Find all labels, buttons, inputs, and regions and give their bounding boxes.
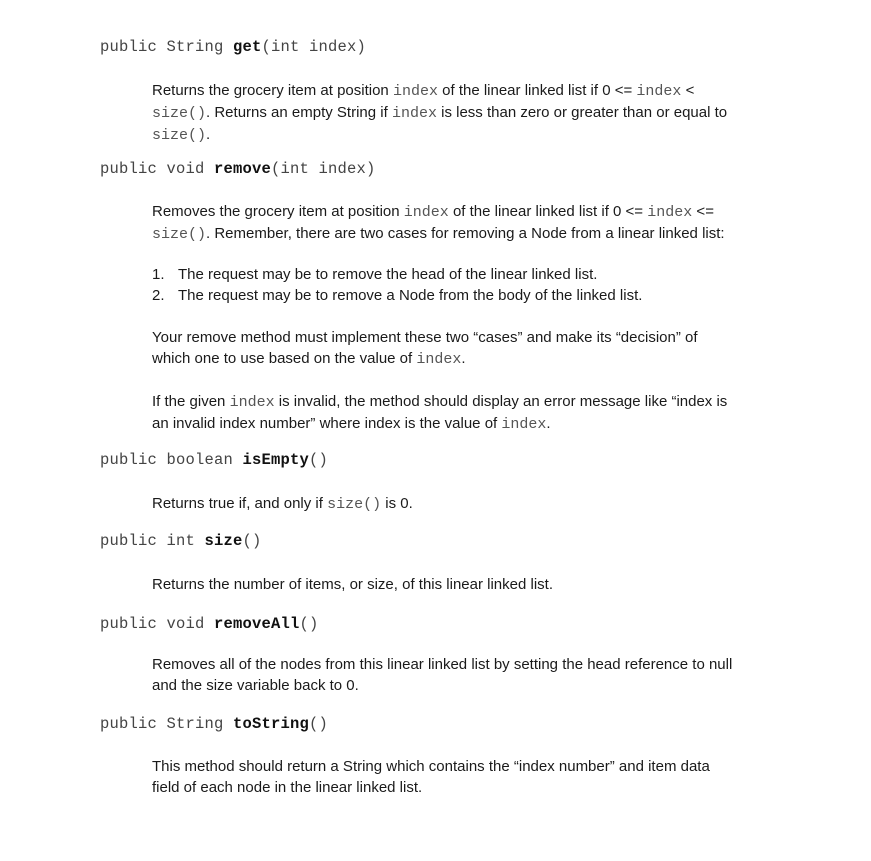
method-signature-get: public String get(int index) xyxy=(100,38,367,56)
method-signature-size: public int size() xyxy=(100,532,262,550)
remove-cases-paragraph: Your remove method must implement these two “cases” and make its “decision” of which one to use based on the value of index. xyxy=(152,329,698,368)
method-description-size: Returns the number of items, or size, of this linear linked list. xyxy=(152,576,554,593)
method-description-remove: Removes the grocery item at position index of the linear linked list if 0 <= index <= size(). Remember, there are two cases for removing a Node from a linear linked list: xyxy=(152,203,725,243)
list-item: 2. The request may be to remove a Node from the body of the linked list. xyxy=(152,287,643,304)
method-signature-tostring: public String toString() xyxy=(100,715,329,733)
method-signature-isempty: public boolean isEmpty() xyxy=(100,451,329,469)
method-signature-removeall: public void removeAll() xyxy=(100,615,319,633)
method-description-get: Returns the grocery item at position index of the linear linked list if 0 <= index < size(). Returns an empty String if index is less than zero or greater than or equal to size(). xyxy=(152,82,728,144)
method-description-removeall: Removes all of the nodes from this linear linked list by setting the head reference to null and the size variable back to 0. xyxy=(152,656,733,694)
method-signature-remove: public void remove(int index) xyxy=(100,160,376,178)
method-description-isempty: Returns true if, and only if size() is 0. xyxy=(152,495,413,513)
list-item: 1. The request may be to remove the head of the linear linked list. xyxy=(152,266,598,283)
remove-invalid-paragraph: If the given index is invalid, the method should display an error message like “index is an invalid index number” where index is the value of index. xyxy=(152,393,728,433)
method-description-tostring: This method should return a String which contains the “index number” and item data field of each node in the linear linked list. xyxy=(152,758,710,796)
